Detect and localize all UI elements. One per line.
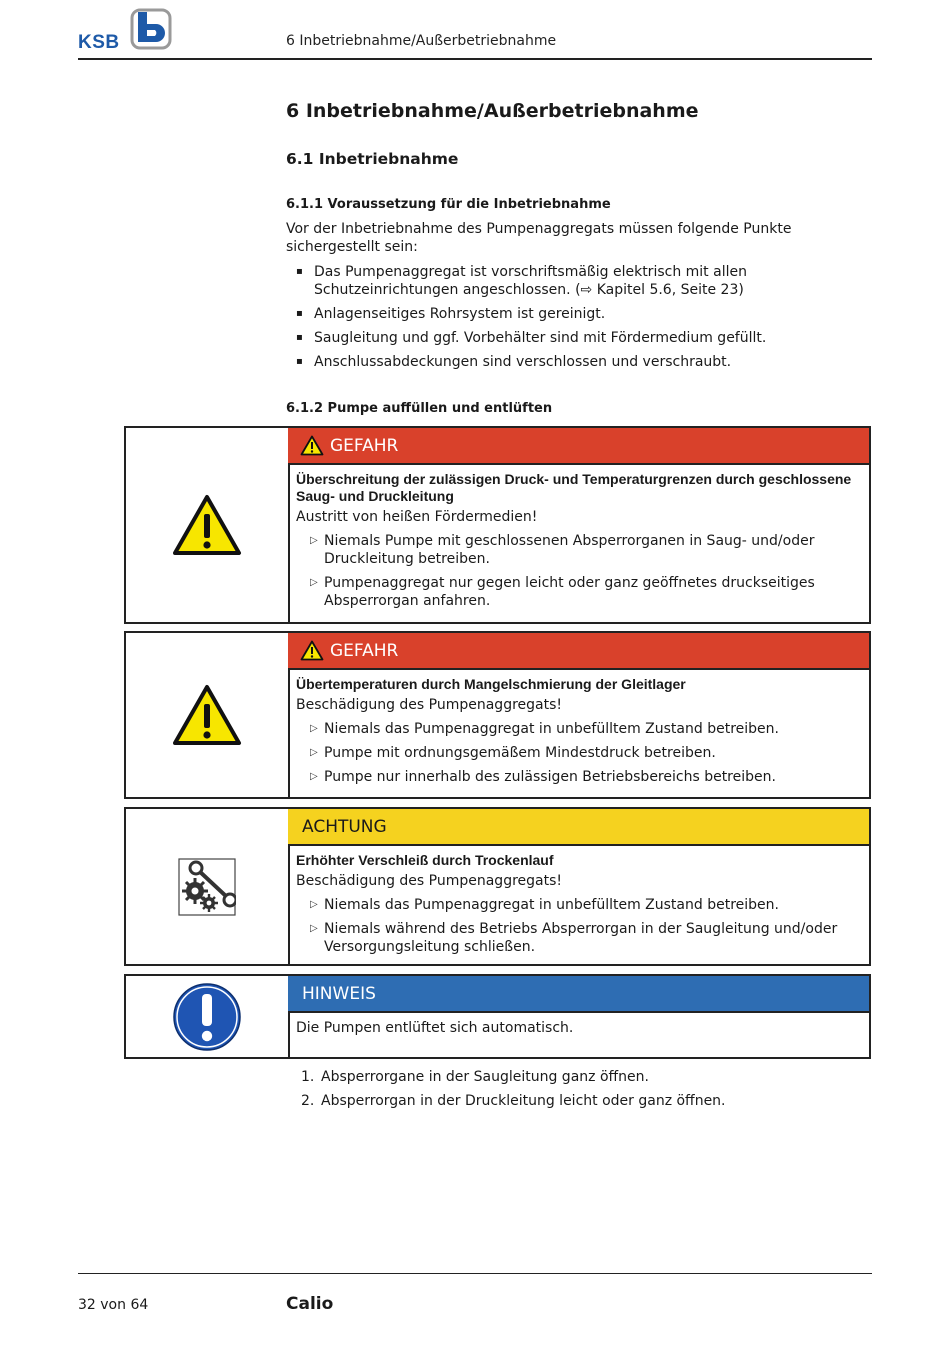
ksb-logo — [78, 8, 174, 52]
list-item: ▷ Niemals während des Betriebs Absperrorgan in der Saugleitung und/oder Versorgungsleitung schließen. — [310, 921, 838, 955]
danger-signal-band — [288, 428, 869, 465]
info-notice-venting — [124, 974, 871, 1059]
list-item: ▪ Saugleitung und ggf. Vorbehälter sind mit Fördermedium gefüllt. — [296, 330, 767, 346]
notice-lead: Übertemperaturen durch Mangelschmierung der Gleitlager — [296, 676, 686, 692]
signal-word: ACHTUNG — [302, 816, 387, 837]
ksb-logo-mark-icon — [130, 8, 172, 50]
arrow-right-icon: ▷ — [310, 723, 318, 734]
warning-triangle-icon — [172, 494, 242, 556]
section-title: 6.1 Inbetriebnahme — [286, 150, 459, 168]
gears-wrench-icon — [178, 858, 236, 916]
danger-notice-overtemperature — [124, 631, 871, 799]
warning-triangle-icon — [172, 684, 242, 746]
signal-word: HINWEIS — [302, 983, 376, 1004]
logo-text: KSB — [78, 32, 120, 53]
action-list — [296, 896, 861, 956]
header-rule — [78, 58, 872, 60]
page-number: 32 von 64 — [78, 1297, 149, 1313]
subsection-title-fill-vent: 6.1.2 Pumpe auffüllen und entlüften — [286, 401, 553, 416]
list-item: ▪ Anlagenseitiges Rohrsystem ist gereinigt. — [296, 306, 606, 322]
notice-consequence: Beschädigung des Pumpenaggregats! — [296, 873, 563, 889]
list-item: ▷ Niemals Pumpe mit geschlossenen Absperrorganen in Saug- und/oder Druckleitung betreiben. — [310, 533, 815, 567]
notice-text: Die Pumpen entlüftet sich automatisch. — [296, 1020, 574, 1036]
arrow-right-icon: ▷ — [310, 577, 318, 588]
warning-small-icon — [300, 435, 324, 456]
running-head: 6 Inbetriebnahme/Außerbetriebnahme — [286, 33, 557, 49]
bullet-icon: ▪ — [296, 308, 303, 319]
info-signal-band — [288, 976, 869, 1013]
signal-word: GEFAHR — [330, 435, 399, 456]
list-item: 1. Absperrorgane in der Saugleitung ganz öffnen. — [301, 1069, 649, 1085]
arrow-right-icon: ▷ — [310, 923, 318, 934]
signal-word: GEFAHR — [330, 640, 399, 661]
list-item: 2. Absperrorgan in der Druckleitung leicht oder ganz öffnen. — [301, 1093, 726, 1109]
notice-lead: Überschreitung der zulässigen Druck- und Temperaturgrenzen durch geschlossene Saug- und Druckleitung — [296, 471, 852, 504]
list-item: ▷ Pumpe nur innerhalb des zulässigen Betriebsbereichs betreiben. — [310, 769, 776, 785]
list-item: ▷ Pumpenaggregat nur gegen leicht oder ganz geöffnetes druckseitiges Absperrorgan anfahren. — [310, 575, 815, 609]
arrow-right-icon: ▷ — [310, 535, 318, 546]
action-list — [296, 532, 861, 610]
prerequisite-list — [286, 263, 872, 377]
mandatory-exclamation-icon — [172, 982, 242, 1052]
list-item: ▪ Anschlussabdeckungen sind verschlossen und verschraubt. — [296, 354, 732, 370]
danger-signal-band — [288, 633, 869, 670]
arrow-right-icon: ▷ — [310, 899, 318, 910]
product-name: Calio — [286, 1294, 334, 1314]
notice-consequence: Austritt von heißen Fördermedien! — [296, 509, 538, 525]
bullet-icon: ▪ — [296, 332, 303, 343]
list-item: ▪ Das Pumpenaggregat ist vorschriftsmäßig elektrisch mit allen Schutzeinrichtungen angeschlossen. (⇨ Kapitel 5.6, Seite 23) — [296, 264, 747, 298]
notice-consequence: Beschädigung des Pumpenaggregats! — [296, 697, 563, 713]
action-list — [296, 720, 861, 786]
caution-notice-dry-running — [124, 807, 871, 966]
caution-signal-band — [288, 809, 869, 846]
arrow-right-icon: ▷ — [310, 771, 318, 782]
footer-rule — [78, 1273, 872, 1274]
list-item: ▷ Niemals das Pumpenaggregat in unbefülltem Zustand betreiben. — [310, 721, 779, 737]
bullet-icon: ▪ — [296, 356, 303, 367]
bullet-icon: ▪ — [296, 266, 303, 277]
procedure-steps — [286, 1068, 726, 1116]
list-item: ▷ Pumpe mit ordnungsgemäßem Mindestdruck betreiben. — [310, 745, 716, 761]
arrow-right-icon: ▷ — [310, 747, 318, 758]
subsection-title-prerequisites: 6.1.1 Voraussetzung für die Inbetriebnahme — [286, 197, 611, 212]
chapter-title: 6 Inbetriebnahme/Außerbetriebnahme — [286, 100, 699, 122]
intro-paragraph: Vor der Inbetriebnahme des Pumpenaggregats müssen folgende Punkte sichergestellt sein: — [286, 221, 792, 255]
warning-small-icon — [300, 640, 324, 661]
notice-lead: Erhöhter Verschleiß durch Trockenlauf — [296, 852, 554, 868]
danger-notice-pressure — [124, 426, 871, 624]
list-item: ▷ Niemals das Pumpenaggregat in unbefülltem Zustand betreiben. — [310, 897, 779, 913]
